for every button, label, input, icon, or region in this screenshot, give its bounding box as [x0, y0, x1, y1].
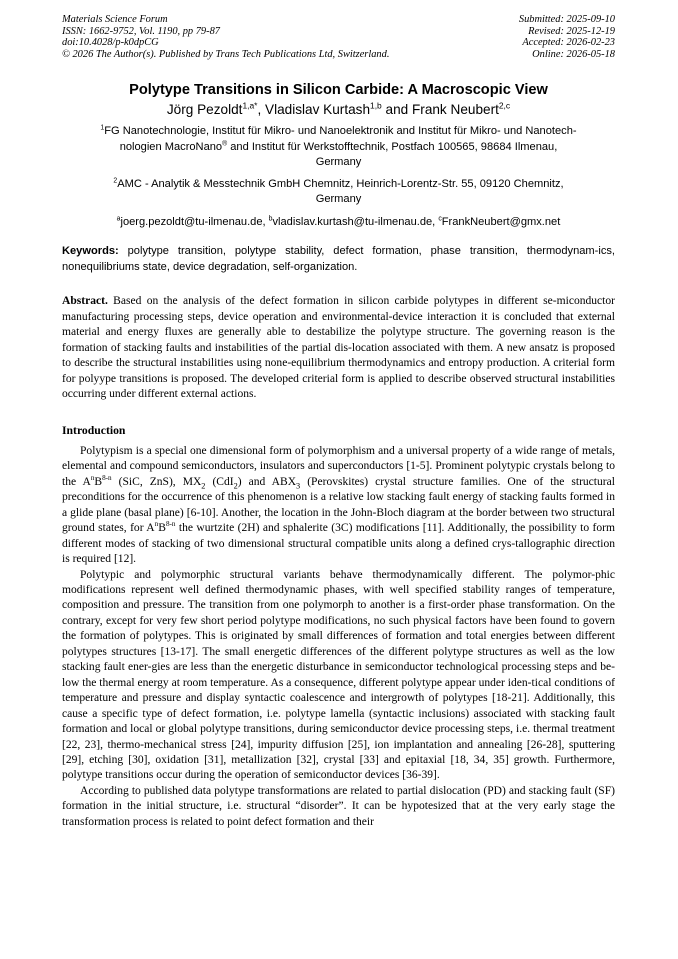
date-revised: Revised: 2025-12-19 [528, 25, 615, 37]
paper-page [62, 14, 615, 830]
journal-header [62, 14, 615, 60]
paragraph-text: Polytypism is a special one dimensional form of polymorphism and a universal property of a wide range of metals, elemental and compound semiconductors, insulators and superconductors [1-5]. Prominent polytypic crystals belong to the A [62, 444, 615, 488]
author-emails [62, 215, 615, 230]
paragraph-text: (CdI [205, 475, 234, 488]
paragraph-text: ) and ABX [237, 475, 297, 488]
email-address[interactable]: FrankNeubert@gmx.net [441, 216, 561, 229]
subscript: 2 [233, 481, 238, 491]
superscript: 8-n [102, 473, 112, 482]
author-name: Jörg Pezoldt [166, 102, 243, 118]
abstract [62, 294, 615, 403]
affiliation-text: and Institut für Werkstofftechnik, Postfach 100565, 98684 Ilmenau, [227, 140, 558, 153]
keywords-label: Keywords: [62, 245, 119, 258]
intro-paragraph-1 [62, 444, 615, 568]
journal-copyright: © 2026 The Author(s). Published by Trans Tech Publications Ltd, Switzerland. [62, 48, 390, 60]
email-mark: c [438, 215, 442, 223]
abstract-text: Based on the analysis of the defect formation in silicon carbide polytypes in different se-miconductor manufacturing processing steps, device operation and environmental-device interaction it is concluded that external material and energy fluxes are generally able to destabilize the polytype structure. The governing reason is the formation of stacking faults and instabilities of the partial dis-location associated with them. A new ansatz is proposed to describe the structural instabilities using none-equilibrium thermodynamics and entropy production. A criterial form for polyype transitions is proposed. The developed criterial form is applied to describe observed structural instabilities occurring under different external actions. [62, 295, 615, 401]
email-address[interactable]: joerg.pezoldt@tu-ilmenau.de, [120, 216, 269, 229]
journal-info [62, 14, 389, 60]
affiliation-mark: 1 [100, 124, 105, 132]
email-mark: a [116, 215, 121, 223]
affiliation-text: AMC - Analytik & Messtechnik GmbH Chemnitz, Heinrich-Lorentz-Str. 55, 09120 Chemnitz, [117, 177, 564, 190]
paragraph-text: B [94, 475, 103, 488]
author-name: Frank Neubert [411, 102, 499, 118]
author-separator: and [381, 102, 412, 118]
intro-paragraph-2: Polytypic and polymorphic structural variants behave thermodynamically different. The polymor-phic modifications represent well defined thermodynamic phases, with well specified stability ranges of temperature, composition and pressure. The transition from one polymorph to another is a first-order phase transformation. On the contrary, except for very few short period polytype modifications, no such physical factors have been found to govern the formation of polytypes. This is originated by small differences of formation and total energies between different polytypes structures [13-17]. The small energetic differences of the different polytype structures as well as the low stacking fault ener-gies are less than the energetic disturbance in semiconductor technological processing steps and be-low the thermal energy at room temperature. As a consequence, different polytype appear under iden-tical conditions of temperature and pressure and display syntactic coalescence and intergrowth of polytypes [18-21]. Additionally, this cause a specific type of defect formation, i.e. polytype lamella (syntactic inclusions) associated with stacking fault formation and local or global polytype transitions, during semiconductor device processing steps, i.e. thermal treatment [22, 23], thermo-mechanical stress [24], impurity diffusion [25], ion implantation and annealing [26-28], sputtering [29], etching [30], oxidation [31], metallization [32], crystal [33] and epitaxial [18, 34, 35] growth. Furthermore, polytype transitions occur during the operation of semiconductor devices [36-39]. [62, 568, 615, 782]
keywords-text: polytype transition, polytype stability, defect formation, phase transition, thermodynam-ics, nonequilibriums state, device degradation, self-organization. [62, 245, 615, 273]
date-submitted: Submitted: 2025-09-10 [518, 14, 615, 25]
author-affiliation-mark: 1,b [370, 100, 382, 111]
keywords [62, 244, 615, 275]
affiliation-2 [62, 177, 615, 208]
affiliation-text: nologien MacroNano [119, 140, 223, 153]
paper-title: Polytype Transitions in Silicon Carbide: A Macroscopic View [129, 82, 548, 99]
affiliation-country: Germany [315, 156, 362, 169]
publication-dates [519, 14, 615, 60]
intro-paragraph-3: According to published data polytype transformations are related to partial dislocation (PD) and stacking fault (SF) formation in the initial structure, i.e. structural “disorder”. It can be hypotesized that at the very early stage the transformation process is related to point defect formation and their [62, 784, 615, 828]
author-affiliation-mark: 1,a* [242, 100, 258, 111]
paragraph-text: (Perovskites) crystal structure families. One of the structural preconditions for the occurrence of this phenomenon is a relative low stacking fault energy of stacking faults formed in a glide plane (basal plane) [6-10]. Another, the location in the John-Bloch diagram at the border between two structural ground states, for A [62, 475, 615, 535]
journal-doi: doi:10.4028/p-k0dpCG [62, 37, 159, 49]
author-affiliation-mark: 2,c [498, 100, 511, 111]
superscript: n [154, 520, 159, 529]
affiliation-mark: 2 [113, 176, 118, 184]
affiliation-1 [62, 124, 615, 170]
paragraph-text: (SiC, ZnS), MX [111, 475, 202, 488]
email-mark: b [268, 215, 273, 223]
affiliation-text: FG Nanotechnologie, Institut für Mikro- und Nanoelektronik and Institut für Mikro- und Nanotech- [104, 125, 577, 138]
subscript: 2 [201, 481, 206, 491]
superscript: n [90, 473, 95, 482]
email-address[interactable]: vladislav.kurtash@tu-ilmenau.de, [272, 216, 439, 229]
author-separator: , [257, 102, 265, 118]
subscript: 3 [296, 481, 301, 491]
abstract-label: Abstract. [62, 295, 108, 308]
superscript: 8-n [165, 520, 176, 529]
paragraph-text: B [158, 522, 166, 535]
journal-issn: ISSN: 1662-9752, Vol. 1190, pp 79-87 [62, 25, 220, 37]
author-name: Vladislav Kurtash [265, 102, 371, 118]
date-accepted: Accepted: 2026-02-23 [522, 37, 615, 49]
journal-name: Materials Science Forum [62, 14, 168, 25]
paragraph-text: the wurtzite (2H) and sphalerite (3C) modifications [11]. Additionally, the possibility to form different modes of stacking of two dimensional structural compatible units along a defined crys-tallographic direction is required [12]. [62, 522, 615, 566]
date-online: Online: 2026-05-18 [532, 48, 615, 60]
section-heading-introduction: Introduction [62, 423, 126, 437]
author-list [62, 101, 615, 119]
affiliation-country: Germany [315, 193, 362, 205]
registered-mark: ® [222, 140, 228, 148]
